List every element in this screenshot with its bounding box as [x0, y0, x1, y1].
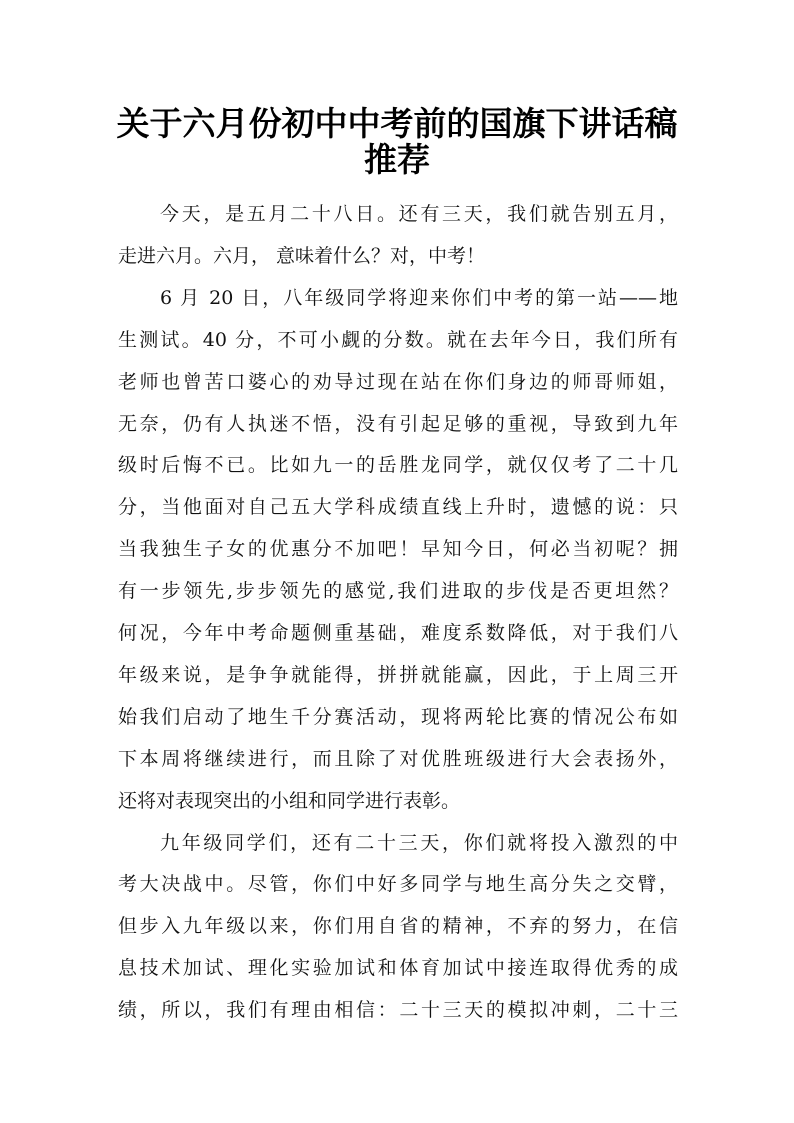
text-line: 始我们启动了地生千分赛活动，现将两轮比赛的情况公布如 [118, 705, 678, 728]
text-line: 下本周将继续进行，而且除了对优胜班级进行大会表扬外， [118, 747, 678, 770]
text-line: 无奈，仍有人执迷不悟，没有引起足够的重视，导致到九年 [118, 412, 678, 435]
text-line: 6 月 20 日，八年级同学将迎来你们中考的第一站——地 [160, 286, 678, 309]
text-line: 但步入九年级以来，你们用自省的精神，不弃的努力，在信 [118, 915, 678, 938]
text-line: 当我独生子女的优惠分不加吧！早知今日，何必当初呢？拥 [118, 538, 678, 561]
text-line: 考大决战中。尽管，你们中好多同学与地生高分失之交臂， [118, 873, 678, 896]
text-line: 绩，所以，我们有理由相信：二十三天的模拟冲刺，二十三 [118, 999, 678, 1022]
text-line: 息技术加试、理化实验加试和体育加试中接连取得优秀的成 [118, 957, 678, 980]
text-line: 何况，今年中考命题侧重基础，难度系数降低，对于我们八 [118, 622, 678, 644]
text-line: 老师也曾苦口婆心的劝导过现在站在你们身边的师哥师姐， [118, 370, 678, 393]
document-title-line-2: 推荐 [364, 140, 430, 179]
text-line: 级时后悔不已。比如九一的岳胜龙同学，就仅仅考了二十几 [118, 454, 678, 477]
text-line: 有一步领先,步步领先的感觉,我们进取的步伐是否更坦然？ [118, 580, 678, 603]
text-line: 分，当他面对自己五大学科成绩直线上升时，遗憾的说：只 [118, 496, 678, 519]
text-line: 年级来说，是争争就能得，拼拼就能赢，因此，于上周三开 [118, 663, 678, 686]
text-line: 九年级同学们，还有二十三天，你们就将投入激烈的中 [160, 831, 678, 854]
text-line: 走进六月。六月， 意味着什么？对，中考！ [118, 244, 486, 267]
text-line: 还将对表现突出的小组和同学进行表彰。 [118, 789, 461, 812]
text-line: 今天，是五月二十八日。还有三天，我们就告别五月， [160, 203, 678, 225]
text-line: 生测试。40 分，不可小觑的分数。就在去年今日，我们所有 [118, 328, 678, 351]
document-title-line-1: 关于六月份初中中考前的国旗下讲话稿 [116, 104, 678, 143]
